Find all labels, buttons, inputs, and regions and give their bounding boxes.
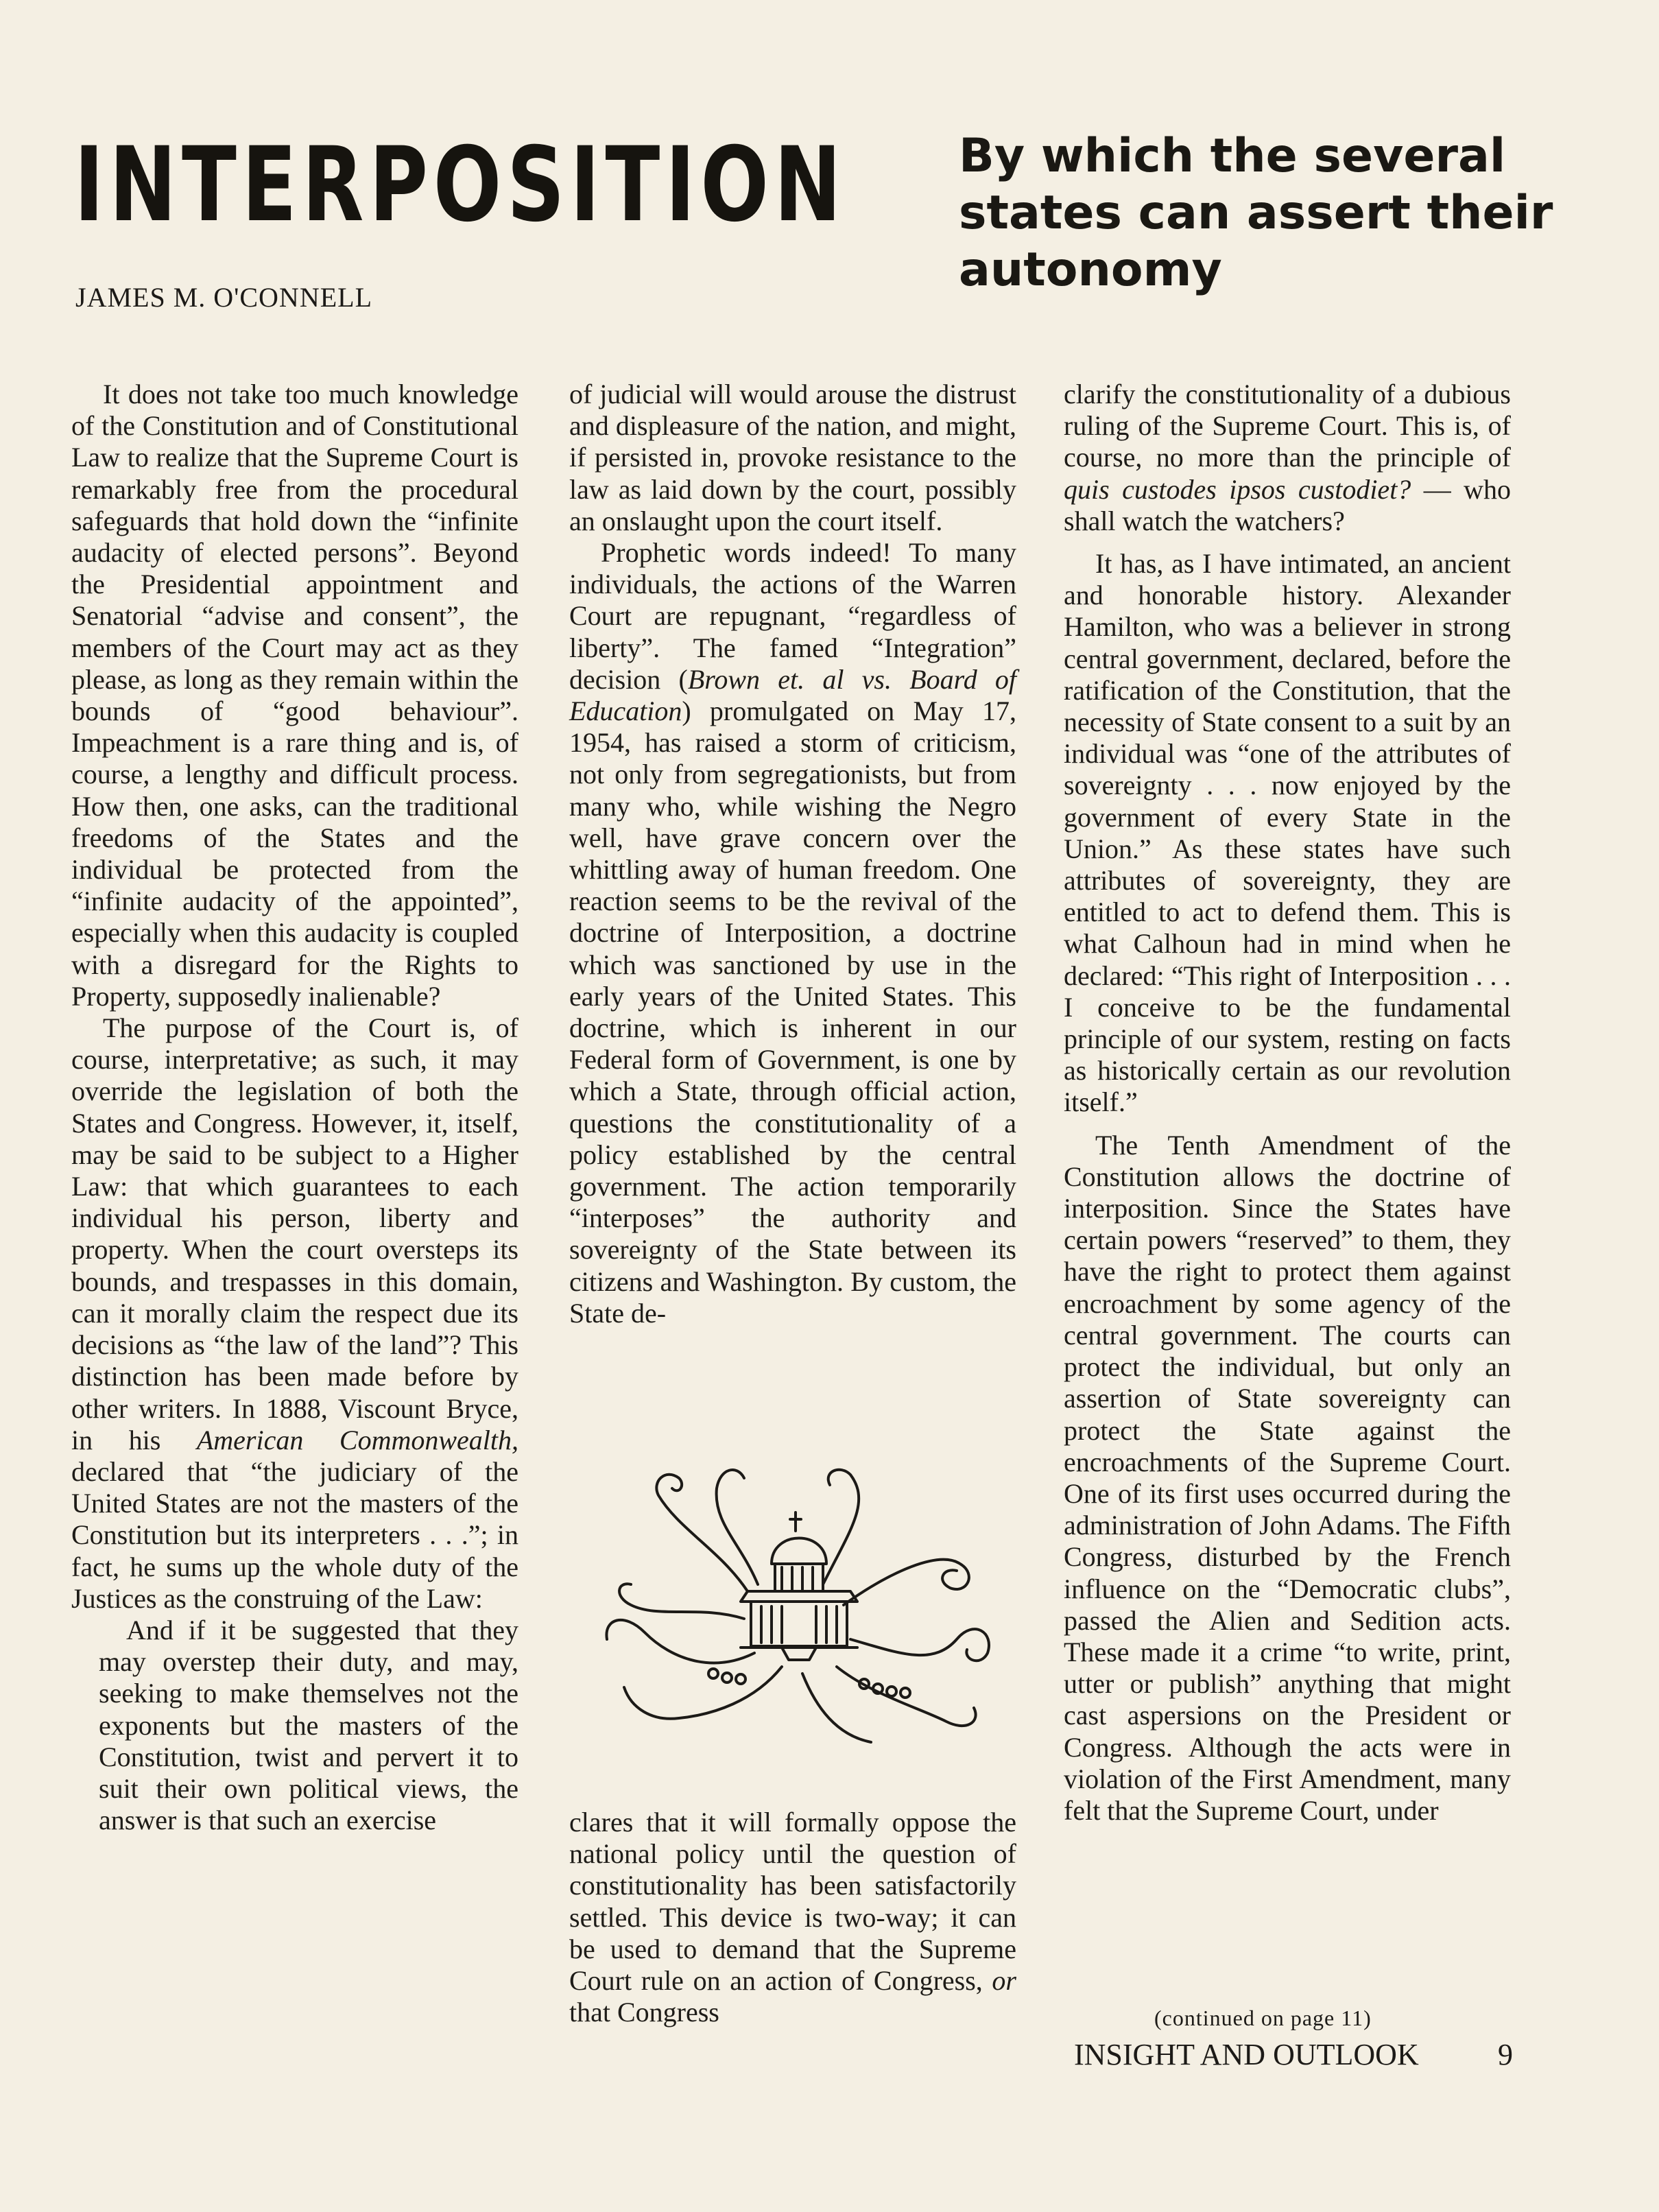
- paragraph: Prophetic words indeed! To many individuals, the actions of the Warren Court are repugnant, “regardless of liberty”. The famed “Integration” decision (Brown et. al vs. Board of Education) promulgated on May 17, 1954, has raised a storm of criticism, not only from segregationists, but from many who, while wishing the Negro well, have grave concern over the whittling away of human freedom. One reaction seems to be the revival of the doctrine of Interposition, a doctrine which was sanctioned by use in the early years of the United States. This doctrine, which is inherent in our Federal form of Government, is one by which a State, through official action, questions the constitutionality of a policy established by the central government. The action temporarily “interposes” the authority and sovereignty of the State between its citizens and Washington. By custom, the State de-: [569, 537, 1017, 1329]
- paragraph: It has, as I have intimated, an ancient and honorable history. Alexander Hamilton, who was a believer in strong central government, declared, before the ratification of the Constitution, that the necessity of State consent to a suit by an individual was “one of the attributes of sovereignty . . . now enjoyed by the government of every State in the Union.” As these states have such attributes of sovereignty, they are entitled to act to defend them. This is what Calhoun had in mind when he declared: “This right of Interposition . . . I conceive to be the fundamental principle of our system, resting on facts as historically certain as our revolution itself.”: [1064, 548, 1511, 1118]
- paragraph: The purpose of the Court is, of course, interpretative; as such, it may override the legislation of both the States and Congress. However, it, itself, may be said to be subject to a Higher Law: that which guarantees to each individual his person, liberty and property. When the court oversteps its bounds, and trespasses in this domain, can it morally claim the respect due its decisions as “the law of the land”? This distinction has been made before by other writers. In 1888, Viscount Bryce, in his American Commonwealth, declared that “the judiciary of the United States are not the masters of the Constitution but its interpreters . . .”; in fact, he sums up the whole duty of the Justices as the construing of the Law:: [71, 1012, 519, 1614]
- book-title: American Commonwealth,: [196, 1424, 519, 1455]
- case-name: Brown et. al vs. Board of Education: [569, 663, 1017, 727]
- emphasis: or: [992, 1965, 1016, 1997]
- paragraph: of judicial will would arouse the distrust and displeasure of the nation, and might, if persisted in, provoke resistance to the law as laid down by the court, possibly an onslaught upon the court itself.: [569, 379, 1016, 536]
- paragraph: It does not take too much knowledge of the Constitution and of Constitutional Law to realize that the Supreme Court is remarkably free from the procedural safeguards that hold down the “infinite audacity of elected persons”. Beyond the Presidential appointment and Senatorial “advise and consent”, the members of the Court may act as they please, as long as they remain within the bounds of “good behaviour”. Impeachment is a rare thing and is, of course, a lengthy and difficult process. How then, one asks, can the traditional freedoms of the States and the individual be protected from the “infinite audacity of the appointed”, especially when this audacity is coupled with a disregard for the Rights to Property, supposedly inalienable?: [71, 379, 518, 1012]
- text-column-2: [569, 379, 1016, 1329]
- latin-phrase: quis custodes ipsos custodiet?: [1064, 473, 1411, 505]
- paragraph: clarify the constitutionality of a dubious ruling of the Supreme Court. This is, of course, no more than the principle of quis custodes ipsos custodiet? — who shall watch the watchers?: [1064, 379, 1512, 536]
- paragraph: clares that it will formally oppose the national policy until the question of constitutionality has been satisfactorily settled. This device is two-way; it can be used to demand that the Supreme Court rule on an action of Congress, or that Congress: [569, 1807, 1016, 2028]
- page-number: 9: [1498, 2038, 1513, 2071]
- page-footer: [1074, 2037, 1513, 2072]
- text-column-3: [1064, 379, 1511, 1827]
- text-column-2-continued: [569, 1807, 1016, 2028]
- article-author: JAMES M. O'CONNELL: [75, 282, 372, 313]
- article-title: INTERPOSITION: [74, 126, 847, 245]
- capitol-octopus-icon: [576, 1447, 1015, 1776]
- article-subtitle: By which the several states can assert their autonomy: [959, 129, 1553, 297]
- paragraph: The Tenth Amendment of the Constitution allows the doctrine of interposition. Since the States have certain powers “reserved” to them, they have the right to protect them against encroachment by some agency of the central government. The courts can protect the individual, but only an assertion of State sovereignty can protect the State against the encroachments of the Supreme Court. One of its first uses occurred during the administration of John Adams. The Fifth Congress, disturbed by the French influence on the “Democratic clubs”, passed the Alien and Sedition acts. These made it a crime “to write, print, utter or publish” anything that might cast aspersions on the President or Congress. Although the acts were in violation of the First Amendment, many felt that the Supreme Court, under: [1064, 1129, 1511, 1826]
- text-column-1: [71, 379, 518, 1836]
- block-quote: And if it be suggested that they may overstep their duty, and may, seeking to make themselves not the exponents but the masters of the Constitution, twist and pervert it to suit their own political views, the answer is that such an exercise: [99, 1614, 518, 1836]
- continued-note: (continued on page 11): [1154, 2006, 1372, 2030]
- magazine-name: INSIGHT AND OUTLOOK: [1074, 2038, 1419, 2071]
